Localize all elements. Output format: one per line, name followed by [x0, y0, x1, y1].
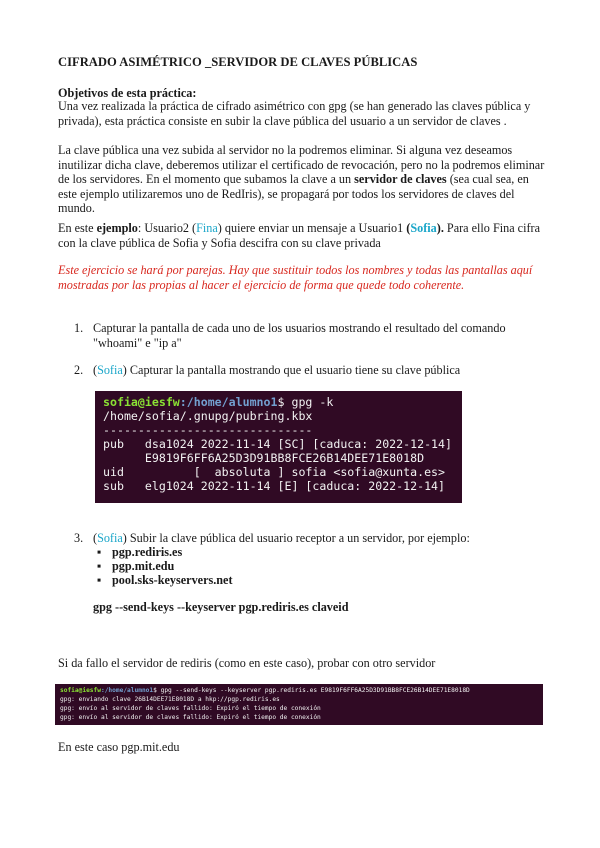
prompt-command: $ gpg -k [277, 395, 334, 409]
p3-e: ( [406, 221, 411, 235]
terminal-prompt [103, 395, 333, 409]
p3-a: En este [58, 221, 97, 235]
bullet: ▪ [97, 559, 102, 573]
terminal-line: ------------------------------ [103, 423, 313, 437]
server-name: pgp.mit.edu [112, 559, 175, 573]
prompt-command: $ gpg --send-keys --keyserver pgp.rediris.es E9819F6FF6A25D3D91BB8FCE26B14DEE71E8018D [153, 687, 470, 694]
page-title: CIFRADO ASIMÉTRICO _SERVIDOR DE CLAVES PÚBLICAS [58, 55, 418, 69]
name-fina: Fina [196, 221, 218, 235]
list-text: ) Capturar la pantalla mostrando que el usuario tiene su clave pública [122, 363, 461, 377]
p2-bold: servidor de claves [354, 172, 447, 187]
list-text: ) Subir la clave pública del usuario receptor a un servidor, por ejemplo: [122, 531, 470, 545]
server-item [97, 573, 233, 588]
terminal-line: sub elg1024 2022-11-14 [E] [caduca: 2022-12-14] [103, 479, 446, 493]
p3-g: Para ello Fina cifra con la clave pública de Sofia y Sofia descifra con su clave privada [58, 221, 540, 250]
terminal-prompt [60, 687, 470, 695]
p2-text-a: La clave pública una vez subida al servidor no la podremos eliminar. Si alguna vez deseamos inutilizar dicha clave, deberemos utilizar el certificado de revocación, pero no la podremos eliminar de los servidores. En el momento que subamos la clave a un [58, 143, 545, 187]
name-sofia: Sofia [97, 363, 123, 377]
list-text-wrap [93, 531, 553, 546]
objetivos-heading: Objetivos de esta práctica: [58, 86, 197, 100]
name-sofia: Sofia [410, 221, 437, 235]
objetivos-text: Una vez realizada la práctica de cifrado asimétrico con gpg (se han generado las claves pública y privada), esta práctica consiste en subir la clave pública del usuario a un servidor de claves . [58, 99, 531, 128]
paragraph-clave-publica [58, 143, 548, 216]
list-number: 1. [74, 321, 84, 335]
note-red: Este ejercicio se hará por parejas. Hay que sustituir todos los nombres y todas las pantallas aquí mostradas por las propias al hacer el ejercicio de forma que quede todo coherente. [58, 263, 533, 292]
prompt-user: sofia@iesfw [60, 687, 101, 694]
list-number: 2. [74, 363, 84, 377]
p3-ejemplo: ejemplo [96, 221, 138, 235]
terminal-line: /home/sofia/.gnupg/pubring.kbx [103, 409, 313, 423]
terminal-line: gpg: enviando clave 26B14DEE71E8018D a hkp://pgp.rediris.es [60, 696, 280, 703]
name-sofia: Sofia [97, 531, 123, 545]
server-item [97, 559, 175, 574]
list-text: Capturar la pantalla de cada uno de los usuarios mostrando el resultado del comando "whoami" e "ip a" [93, 321, 506, 350]
prompt-user: sofia@iesfw [103, 395, 180, 409]
server-name: pool.sks-keyservers.net [112, 573, 233, 587]
bullet: ▪ [97, 573, 102, 587]
terminal-line: E9819F6FF6A25D3D91BB8FCE26B14DEE71E8018D [103, 451, 425, 465]
paragraph-ejemplo [58, 221, 548, 250]
terminal-line: pub dsa1024 2022-11-14 [SC] [caduca: 2022-12-14] [103, 437, 453, 451]
server-name: pgp.rediris.es [112, 545, 183, 559]
p2-text-c: (sea cual sea, en este ejemplo utilizaremos uno de RedIris), se propagará por todos los servidores de claves del mundo. [58, 172, 529, 216]
p3-c: : Usuario2 ( [137, 221, 197, 235]
terminal-line: gpg: envío al servidor de claves fallido: Expiró el tiempo de conexión [60, 714, 321, 721]
list-text-wrap [93, 363, 553, 378]
list-number: 3. [74, 531, 84, 545]
list-open: ( [93, 531, 98, 545]
prompt-path: :/home/alumno1 [179, 395, 278, 409]
terminal-gpg-k [95, 391, 462, 503]
final-text: En este caso pgp.mit.edu [58, 740, 180, 754]
p3-d: ) quiere enviar un mensaje a Usuario1 [217, 221, 407, 235]
terminal-send-keys [55, 684, 543, 725]
terminal-line: gpg: envío al servidor de claves fallido: Expiró el tiempo de conexión [60, 705, 321, 712]
terminal-line: uid [ absoluta ] sofia <sofia@xunta.es> [103, 465, 446, 479]
send-keys-command: gpg --send-keys --keyserver pgp.rediris.es claveid [93, 600, 349, 614]
bullet: ▪ [97, 545, 102, 559]
prompt-path: :/home/alumno1 [100, 687, 154, 694]
list-open: ( [93, 363, 98, 377]
server-item [97, 545, 183, 560]
p3-f: ). [436, 221, 444, 235]
fallo-text: Si da fallo el servidor de rediris (como en este caso), probar con otro servidor [58, 656, 436, 670]
